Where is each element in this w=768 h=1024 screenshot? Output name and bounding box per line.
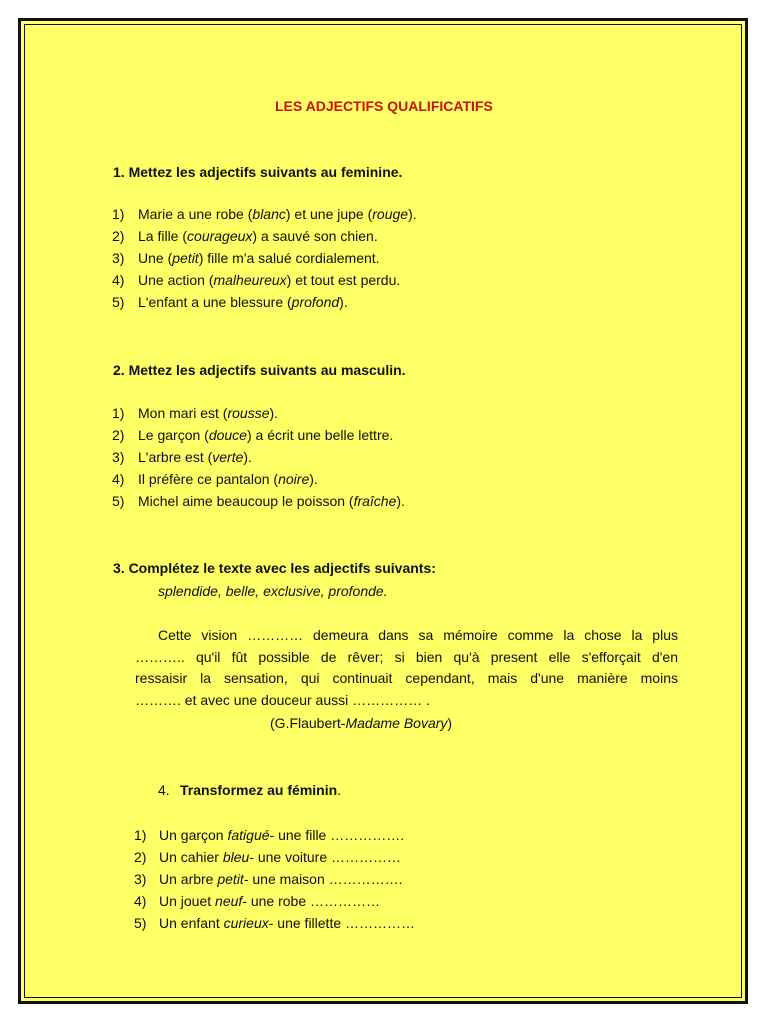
item-text: - une robe …………… <box>242 893 381 909</box>
exercise-3-word-list: splendide, belle, exclusive, profonde. <box>158 583 388 599</box>
list-item <box>134 825 404 845</box>
list-item <box>134 847 401 867</box>
item-text: Un garçon <box>159 827 228 843</box>
item-number: 2) <box>112 427 125 443</box>
citation-work: Madame Bovary <box>345 715 448 731</box>
exercise-2-heading: 2. Mettez les adjectifs suivants au masculin. <box>113 362 406 378</box>
text-line: ……….. qu'il fût possible de rêver; si bien qu'à present elle s'efforçait d'en <box>135 648 678 665</box>
item-text: ) fille m'a salué cordialement. <box>198 250 380 266</box>
adjective: blanc <box>252 206 286 222</box>
list-item <box>112 469 318 489</box>
item-number: 4) <box>112 272 125 288</box>
item-text: - une fillette …………… <box>268 915 416 931</box>
adjective: courageux <box>187 228 253 244</box>
item-number: 2) <box>134 849 147 865</box>
item-number: 1) <box>134 827 147 843</box>
item-text: - une fille ……………. <box>269 827 405 843</box>
item-number: 5) <box>112 493 125 509</box>
list-item <box>112 425 393 445</box>
item-text: ). <box>243 449 252 465</box>
item-number: 3) <box>112 250 125 266</box>
item-text: ). <box>309 471 318 487</box>
item-text: ) et tout est perdu. <box>286 272 401 288</box>
adjective: bleu <box>222 849 250 865</box>
list-item <box>112 447 252 467</box>
item-text: Mon mari est ( <box>138 405 228 421</box>
item-text: L'enfant a une blessure ( <box>138 294 292 310</box>
list-item <box>112 292 348 312</box>
item-number: 3) <box>134 871 147 887</box>
item-text: - une voiture …………… <box>249 849 401 865</box>
text-line: Cette vision ………… demeura dans sa mémoire comme la chose la plus <box>158 627 678 643</box>
item-number: 5) <box>112 294 125 310</box>
citation <box>270 713 452 733</box>
item-text: ) et une jupe ( <box>285 206 373 222</box>
exercise-3-text <box>135 625 678 711</box>
adjective: noire <box>278 471 310 487</box>
adjective: fraîche <box>353 493 397 509</box>
item-text: Une ( <box>138 250 173 266</box>
item-text: L'arbre est ( <box>138 449 213 465</box>
item-text: Marie a une robe ( <box>138 206 253 222</box>
adjective: malheureux <box>213 272 287 288</box>
item-text: Un jouet <box>159 893 216 909</box>
item-text: La fille ( <box>138 228 188 244</box>
list-item <box>112 491 405 511</box>
item-text: Le garçon ( <box>138 427 209 443</box>
text-line: ressaisir la sensation, qui continuait cependant, mais d'une manière moins <box>135 670 678 686</box>
list-item <box>112 248 380 268</box>
list-item <box>112 204 417 224</box>
item-text: ). <box>396 493 405 509</box>
item-text: ) a écrit une belle lettre. <box>246 427 394 443</box>
exercise-4-period: . <box>337 782 342 798</box>
exercise-4-heading <box>158 780 341 800</box>
item-text: ). <box>269 405 279 421</box>
item-number: 3) <box>112 449 125 465</box>
adjective: fatigué <box>227 827 270 843</box>
list-item <box>134 891 380 911</box>
adjective: rouge <box>372 206 409 222</box>
item-text: Un enfant <box>159 915 224 931</box>
adjective: petit <box>217 871 244 887</box>
citation-close: ) <box>447 715 453 731</box>
item-number: 4) <box>112 471 125 487</box>
text-line: ………. et avec une douceur aussi …………… . <box>135 691 430 708</box>
list-item <box>134 869 403 889</box>
item-text: ). <box>408 206 417 222</box>
item-number: 1) <box>112 206 125 222</box>
list-item <box>112 226 378 246</box>
exercise-1-heading: 1. Mettez les adjectifs suivants au feminine. <box>113 164 403 180</box>
item-text: Un arbre <box>159 871 218 887</box>
exercise-4-title: Transformez au féminin <box>180 782 338 798</box>
item-text: Un cahier <box>159 849 223 865</box>
adjective: petit <box>172 250 199 266</box>
list-item <box>134 913 415 933</box>
adjective: rousse <box>227 405 270 421</box>
item-number: 5) <box>134 915 147 931</box>
list-item <box>112 270 400 290</box>
exercise-4-number: 4. <box>158 782 170 798</box>
item-text: ). <box>339 294 348 310</box>
adjective: neuf <box>215 893 243 909</box>
page-title: LES ADJECTIFS QUALIFICATIFS <box>275 98 493 114</box>
adjective: profond <box>291 294 340 310</box>
item-number: 2) <box>112 228 125 244</box>
item-text: Une action ( <box>138 272 214 288</box>
exercise-3-heading: 3. Complétez le texte avec les adjectifs suivants: <box>113 560 436 576</box>
item-text: Michel aime beaucoup le poisson ( <box>138 493 354 509</box>
item-text: Il préfère ce pantalon ( <box>138 471 279 487</box>
adjective: curieux <box>223 915 269 931</box>
item-text: ) a sauvé son chien. <box>252 228 378 244</box>
adjective: douce <box>208 427 247 443</box>
item-text: - une maison ……………. <box>243 871 403 887</box>
list-item <box>112 403 278 423</box>
citation-author: (G.Flaubert- <box>270 715 346 731</box>
adjective: verte <box>212 449 244 465</box>
item-number: 1) <box>112 405 125 421</box>
item-number: 4) <box>134 893 147 909</box>
